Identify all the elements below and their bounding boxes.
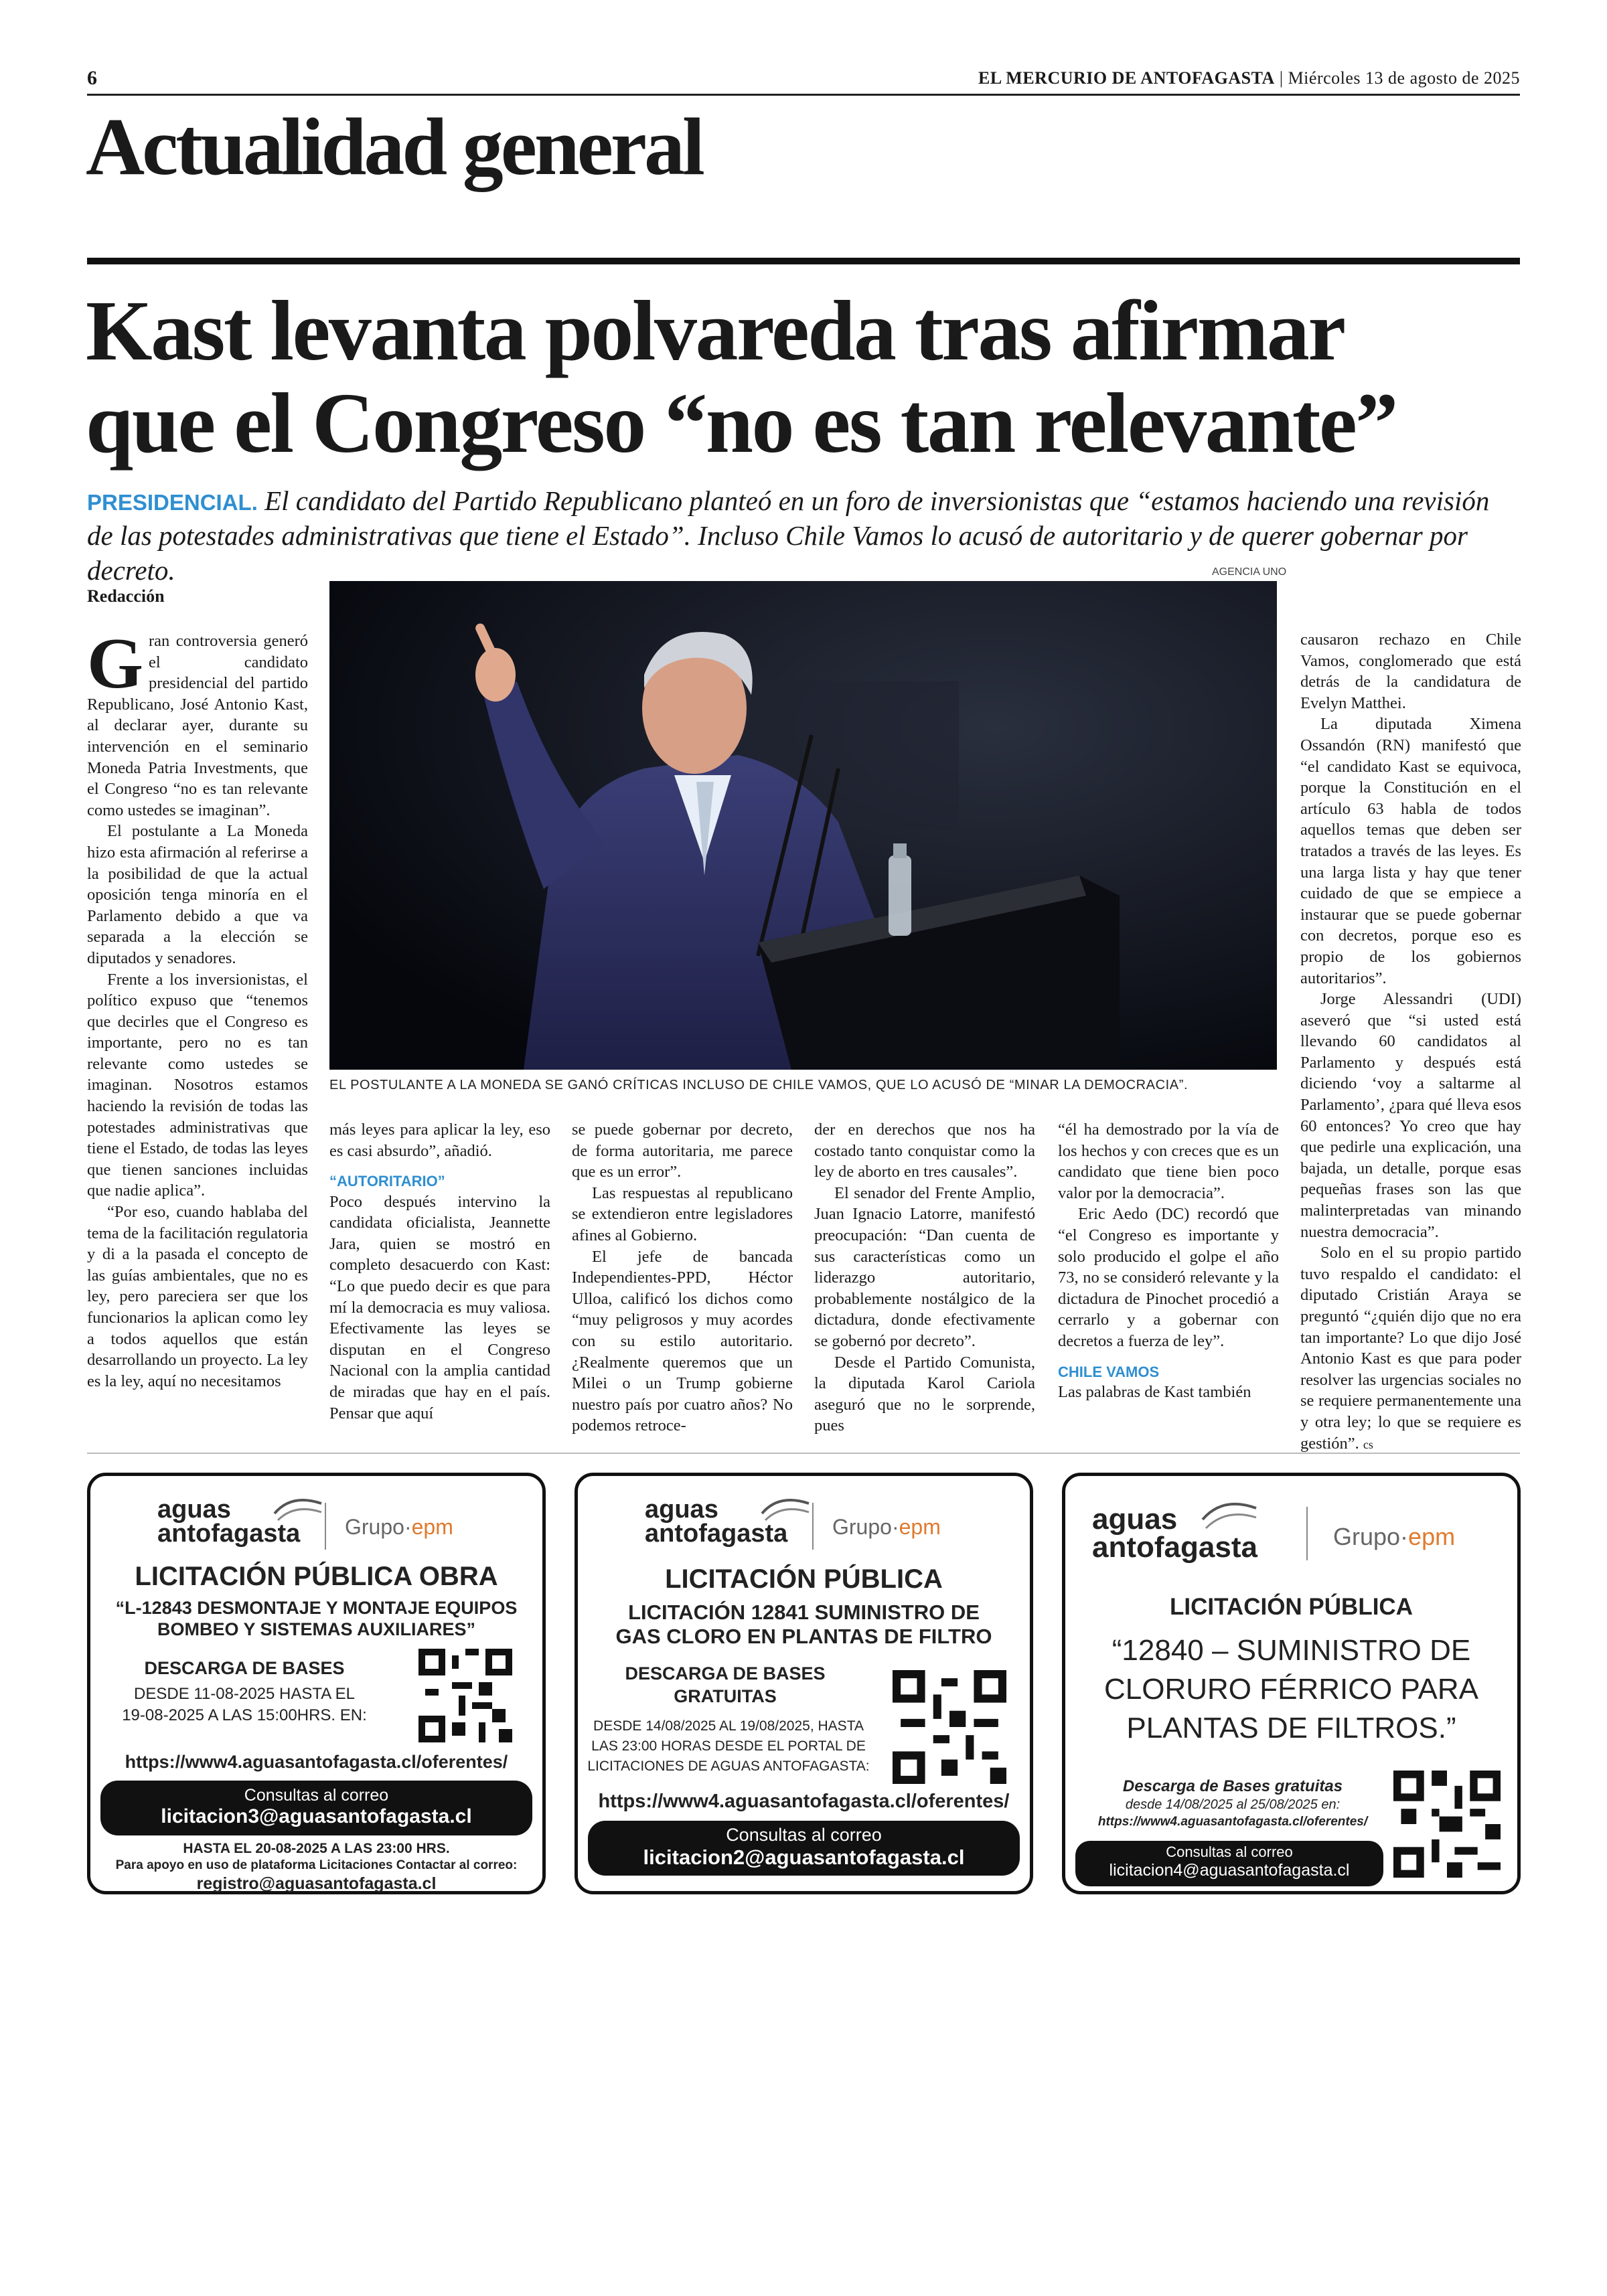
ad-consult: Consultas al correo — [726, 1825, 882, 1845]
ad-title: LICITACIÓN PÚBLICA — [665, 1564, 943, 1594]
article-column-2 — [329, 1119, 550, 1424]
ad-dates-2: 19-08-2025 A LAS 15:00HRS. EN: — [122, 1706, 367, 1724]
byline: Redacción — [87, 586, 165, 606]
paragraph: La diputada Ximena Ossandón (RN) manifestó que “el candidato Kast se equivoca, porque la Constitución en el artículo 63 habla de todos aquellos temas que deben ser tratados a través de las leyes. Es una larga lista y hay que tener cuidado de que se empiece a instaurar que se puede gobernar con decretos, porque eso es propio de los gobiernos autoritarios”. — [1300, 715, 1521, 987]
ad-email[interactable]: licitacion2@aguasantofagasta.cl — [643, 1846, 965, 1869]
paragraph: Las respuestas al republicano se extendieron entre legisladores afines al Gobierno. — [572, 1183, 793, 1244]
ad-licitacion-12843 — [87, 1473, 546, 1894]
logo-separator — [812, 1503, 814, 1550]
grupo-epm-logo — [1333, 1523, 1455, 1551]
ad-email[interactable]: licitacion4@aguasantofagasta.cl — [1109, 1861, 1350, 1880]
brand-line: aguas — [1092, 1503, 1178, 1536]
photo-credit: AGENCIA UNO — [1212, 566, 1287, 578]
ad-until: HASTA EL 20-08-2025 A LAS 23:00 HRS. — [183, 1841, 450, 1856]
section-title: Actualidad general — [86, 102, 702, 192]
paragraph: se puede gobernar por decreto, de forma autoritaria, me parece que es un error”. — [572, 1121, 793, 1181]
drop-cap: G — [87, 624, 144, 704]
ad-dates-1: DESDE 14/08/2025 AL 19/08/2025, HASTA — [593, 1718, 864, 1734]
end-mark: cs — [1363, 1437, 1373, 1451]
grupo-epm-logo — [345, 1515, 453, 1540]
ad-contact-pill — [100, 1781, 532, 1835]
ad-email[interactable]: licitacion3@aguasantofagasta.cl — [161, 1805, 472, 1827]
article-column-5 — [1058, 1119, 1279, 1403]
ad-title: LICITACIÓN PÚBLICA — [1170, 1594, 1413, 1620]
paragraph-text: ran controversia generó el candidato presidencial del partido Republicano, José Antonio Kast, al declarar ayer, durante su intervención en el seminario Moneda Patria Investments, que el Congreso “no es tan relevante como ustedes se imaginan”. — [87, 632, 308, 819]
lead-kicker: PRESIDENCIAL. — [87, 490, 258, 515]
brand-line: antofagasta — [1092, 1530, 1257, 1564]
article-column-4 — [814, 1119, 1035, 1437]
ad-support: Para apoyo en uso de plataforma Licitaciones Contactar al correo: — [115, 1858, 518, 1872]
kast-at-podium-image — [329, 581, 1277, 1070]
paragraph: causaron rechazo en Chile Vamos, conglomerado que está detrás de la candidatura de Evelyn Matthei. — [1300, 631, 1521, 712]
newspaper-dateline: EL MERCURIO DE ANTOFAGASTA | Miércoles 13 de agosto de 2025 — [978, 68, 1520, 88]
ad-subtitle-2: CLORURO FÉRRICO PARA — [1103, 1673, 1479, 1706]
subheading-autoritario: “AUTORITARIO” — [329, 1173, 445, 1190]
ad-consult: Consultas al correo — [1166, 1843, 1293, 1860]
photo-caption: EL POSTULANTE A LA MONEDA SE GANÓ CRÍTICAS INCLUSO DE CHILE VAMOS, QUE LO ACUSÓ DE “MINAR LA DEMOCRACIA”. — [329, 1078, 1189, 1092]
page-number: 6 — [87, 67, 97, 89]
ads-divider — [87, 1453, 1520, 1454]
paragraph: El jefe de bancada Independientes-PPD, Héctor Ulloa, calificó los dichos como “muy peligrosos y muy acordes con su estilo autoritario. ¿Realmente queremos que un Milei o un Trump gobierne nuestro país por cuatro años? No podemos retroce- — [572, 1247, 793, 1435]
ad-subtitle-1: LICITACIÓN 12841 SUMINISTRO DE — [628, 1601, 980, 1624]
article-column-6 — [1300, 629, 1521, 1454]
ad-consult: Consultas al correo — [244, 1786, 389, 1805]
headline — [86, 284, 1525, 469]
qr-code-icon[interactable] — [893, 1670, 1006, 1784]
ad-subtitle-1: “12840 – SUMINISTRO DE — [1112, 1634, 1471, 1667]
brand-line: antofagasta — [157, 1520, 301, 1548]
brand-line: antofagasta — [645, 1520, 788, 1548]
issue-date: Miércoles 13 de agosto de 2025 — [1288, 68, 1520, 88]
paragraph: Desde el Partido Comunista, la diputada Karol Cariola aseguró que no le sorprende, pues — [814, 1353, 1035, 1435]
ad-licitacion-12841 — [575, 1473, 1033, 1894]
subheading-chile-vamos: CHILE VAMOS — [1058, 1363, 1160, 1380]
grupo-epm-logo — [832, 1515, 941, 1540]
paragraph: Poco después intervino la candidata oficialista, Jeannette Jara, quien se mostró en completo desacuerdo con Kast: “Lo que puedo decir es que para mí la democracia es muy valiosa. Efectivamente las leyes se disputan en el Congreso Nacional con la amplia cantidad de miradas que hay en el país. Pensar que aquí — [329, 1192, 550, 1422]
ad-contact-pill — [588, 1821, 1020, 1876]
paragraph: “él ha demostrado por la vía de los hechos y con creces que es un candidato que tiene bien poco valor por la democracia”. — [1058, 1121, 1279, 1202]
wave-logo-icon — [271, 1487, 325, 1527]
ad-url[interactable]: https://www4.aguasantofagasta.cl/oferentes/ — [1097, 1815, 1368, 1829]
lead-paragraph — [87, 483, 1520, 588]
paragraph — [1300, 1242, 1521, 1454]
headline-line-1: Kast levanta polvareda tras afirmar — [86, 283, 1345, 378]
paragraph: “Por eso, cuando hablaba del tema de la facilitación regulatoria y di a la pasada el concepto de las guías ambientales, que no es ley, pero pareciera ser que los funcionarios la aplican como ley a todos aquellos que están desarrollando un proyecto. La ley es la ley, aquí no necesitamos — [87, 1203, 308, 1390]
brand-line: aguas — [645, 1495, 718, 1524]
ad-title: LICITACIÓN PÚBLICA OBRA — [135, 1562, 498, 1591]
ad-subtitle-2: BOMBEO Y SISTEMAS AUXILIARES” — [157, 1619, 476, 1639]
logo-separator — [325, 1503, 326, 1550]
article-column-1 — [87, 624, 308, 1392]
ad-bases: DESCARGA DE BASES — [144, 1658, 345, 1678]
section-divider — [87, 258, 1520, 264]
grupo-label: Grupo· — [832, 1515, 899, 1539]
epm-label: epm — [411, 1515, 453, 1539]
ad-licitacion-12840 — [1062, 1473, 1521, 1894]
headline-line-2: que el Congreso “no es tan relevante” — [86, 376, 1397, 471]
ad-bases: Descarga de Bases gratuitas — [1122, 1777, 1343, 1795]
paragraph: más leyes para aplicar la ley, eso es casi absurdo”, añadió. — [329, 1121, 550, 1160]
paragraph: Eric Aedo (DC) recordó que “el Congreso es importante y solo producido el golpe el año 73, no se consideró relevante y la dictadura de Pinochet procedió a cerrarlo y a gobernar con decretos a fuerza de ley”. — [1058, 1205, 1279, 1350]
ad-url[interactable]: https://www4.aguasantofagasta.cl/oferentes/ — [598, 1791, 1010, 1812]
ad-dates-3: LICITACIONES DE AGUAS ANTOFAGASTA: — [587, 1758, 870, 1774]
grupo-label: Grupo· — [345, 1515, 412, 1539]
grupo-label: Grupo· — [1333, 1523, 1409, 1550]
ad-contact-pill — [1075, 1841, 1383, 1886]
paragraph: Frente a los inversionistas, el político expuso que “tenemos que decirles que el Congreso es importante, pero no es tan relevante como ustedes se imaginan. Nosotros estamos haciendo la revisión de todas las potestades administrativas que tiene el Estado, de todas las leyes que tienen sanciones incluidas que nadie aplica”. — [87, 970, 308, 1200]
ad-dates: desde 14/08/2025 al 25/08/2025 en: — [1125, 1797, 1341, 1812]
newspaper-name: EL MERCURIO DE ANTOFAGASTA — [978, 68, 1275, 88]
brand-line: aguas — [157, 1495, 231, 1524]
paragraph: Las palabras de Kast también — [1058, 1382, 1251, 1401]
ad-url[interactable]: https://www4.aguasantofagasta.cl/oferentes/ — [125, 1752, 508, 1772]
paragraph: Jorge Alessandri (UDI) aseveró que “si usted está llevando 60 candidatos al Parlamento y después está diciendo ‘voy a saltarme al Parlamento’, ¿para qué lleva esos 60 entonces? Yo creo que hay que pedirle una explicación, una bajada, un detalle, porque esas pequeñas frases son las que malinterpretadas van minando nuestra democracia”. — [1300, 990, 1521, 1241]
paragraph: El postulante a La Moneda hizo esta afirmación al referirse a la posibilidad de que la actual oposición tenga minoría en el Parlamento debido a que va separada a la elección se diputados y senadores. — [87, 822, 308, 967]
ad-dates-2: LAS 23:00 HORAS DESDE EL PORTAL DE — [591, 1738, 866, 1754]
paragraph: El senador del Frente Amplio, Juan Ignacio Latorre, manifestó preocupación: “Dan cuenta de sus características como un liderazgo autoritario, probablemente nostálgico de la dictadura, donde efectivamente se gobernó por decreto”. — [814, 1183, 1035, 1350]
epm-label: epm — [1408, 1523, 1456, 1550]
top-divider — [87, 94, 1520, 96]
ad-dates-1: DESDE 11-08-2025 HASTA EL — [134, 1685, 355, 1703]
wave-logo-icon — [1199, 1489, 1259, 1536]
paragraph: der en derechos que nos ha costado tanto conquistar como la ley de aborto en tres causales”. — [814, 1121, 1035, 1181]
ad-subtitle-1: “L-12843 DESMONTAJE Y MONTAJE EQUIPOS — [115, 1598, 518, 1618]
qr-code-icon[interactable] — [418, 1649, 512, 1742]
article-column-3 — [572, 1119, 793, 1437]
qr-code-icon[interactable] — [1393, 1771, 1501, 1878]
wave-logo-icon — [759, 1487, 812, 1527]
ad-subtitle-2: GAS CLORO EN PLANTAS DE FILTRO — [615, 1625, 992, 1648]
epm-label: epm — [899, 1515, 941, 1539]
ad-support-email[interactable]: registro@aguasantofagasta.cl — [196, 1874, 437, 1893]
ad-bases-1: DESCARGA DE BASES — [625, 1663, 826, 1684]
ad-bases-2: GRATUITAS — [674, 1686, 777, 1706]
article-photo — [329, 581, 1277, 1070]
logo-separator — [1306, 1507, 1308, 1560]
lead-text: El candidato del Partido Republicano planteó en un foro de inversionistas que “estamos haciendo una revisión de las potestades administrativas que tiene el Estado”. Incluso Chile Vamos lo acusó de autoritario y de querer gobernar por decreto. — [87, 485, 1490, 586]
ad-subtitle-3: PLANTAS DE FILTROS.” — [1126, 1712, 1456, 1744]
paragraph — [87, 624, 308, 821]
paragraph-text: Solo en el su propio partido tuvo respaldo el candidato: el diputado Cristián Araya se preguntó “¿quién dijo que no era tan importante? Lo que dijo José Antonio Kast es que para poder resolver las urgencias sociales no se requiere permanentemente una y otra ley; lo que se requiere es gestión”. — [1300, 1244, 1521, 1453]
